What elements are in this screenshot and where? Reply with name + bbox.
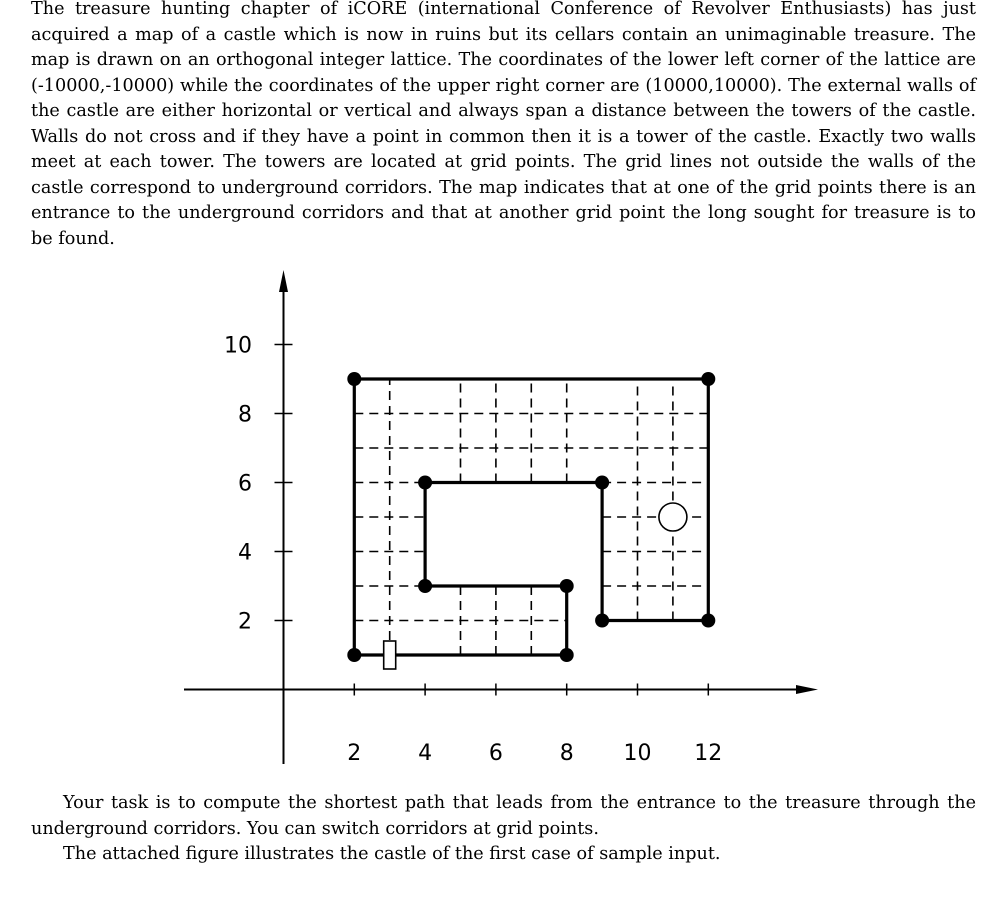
tower-dot: [347, 372, 361, 386]
tower-dot: [701, 614, 715, 628]
y-tick-label: 8: [238, 402, 252, 428]
tower-dot: [347, 648, 361, 662]
y-tick-label: 10: [224, 333, 252, 359]
tower-dot: [595, 476, 609, 490]
x-tick-label: 2: [347, 741, 362, 766]
x-tick-label: 12: [694, 741, 723, 766]
intro-paragraph: The treasure hunting chapter of iCORE (international Conference of Revolver Enthusiasts) has just acquired a map of a castle which is now in ruins but its cellars contain an unimaginable treasure. The map is drawn on an orthogonal integer lattice. The coordinates of the lower left corner of the lattice are (-10000,-10000) while the coordinates of the upper right corner are (10000,10000). The external walls of the castle are either horizontal or vertical and always span a distance between the towers of the castle. Walls do not cross and if they have a point in common then it is a tower of the castle. Exactly two walls meet at each tower. The towers are located at grid points. The grid lines not outside the walls of the castle correspond to underground corridors. The map indicates that at one of the grid points there is an entrance to the underground corridors and that at another grid point the long sought for treasure is to be found.: [31, 0, 976, 249]
underground-corridors: [354, 379, 708, 655]
x-tick-label: 10: [623, 741, 652, 766]
x-tick-label: 8: [559, 741, 574, 766]
tower-dot: [595, 614, 609, 628]
tower-dot: [701, 372, 715, 386]
entrance-marker: [384, 641, 396, 669]
y-tick-label: 4: [238, 540, 252, 566]
x-tick-label: 4: [418, 741, 433, 766]
tower-dot: [418, 476, 432, 490]
y-axis-arrowhead: [279, 270, 288, 292]
tower-dot: [560, 579, 574, 593]
y-tick-label: 2: [238, 609, 252, 635]
y-tick-label: 6: [238, 471, 252, 497]
x-axis-arrowhead: [796, 685, 818, 694]
task-paragraph: Your task is to compute the shortest path that leads from the entrance to the treasure through the underground corridors. You can switch corridors at grid points.: [31, 793, 976, 839]
axis-ticks: [224, 334, 722, 767]
tower-dot: [418, 579, 432, 593]
figure-note-paragraph: The attached figure illustrates the castle of the first case of sample input.: [63, 844, 721, 864]
tower-dot: [560, 648, 574, 662]
treasure-marker: [659, 503, 687, 531]
x-tick-label: 6: [488, 741, 503, 766]
